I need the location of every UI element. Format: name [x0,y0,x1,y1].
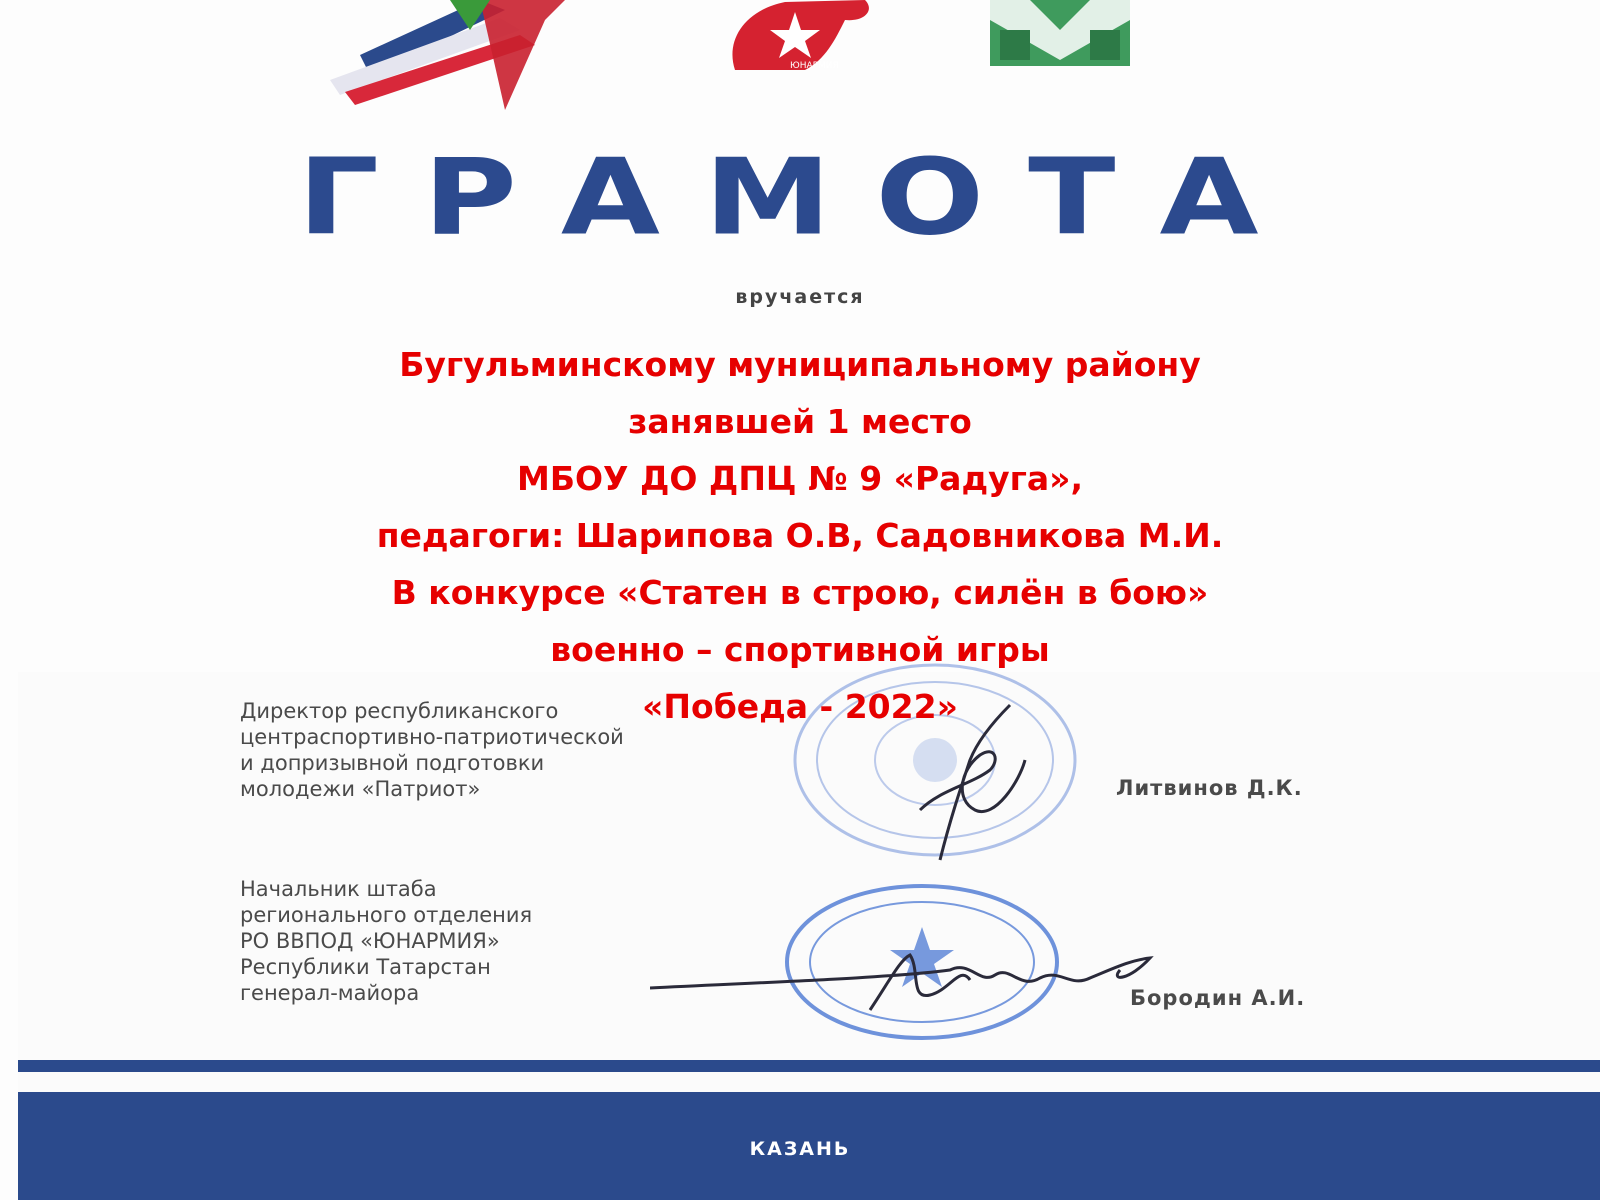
award-line: МБОУ ДО ДПЦ № 9 «Радуга», [517,459,1083,498]
signatory-title-line: молодежи «Патриот» [240,777,481,801]
signatory-title-line: регионального отделения [240,903,533,927]
signer-name: Бородин А.И. [1130,986,1306,1010]
svg-text:ЮНАРМИЯ: ЮНАРМИЯ [790,61,839,71]
eagle-star-logo-icon [715,0,875,72]
footer-divider [18,1060,1600,1072]
certificate-subtitle: вручается [735,286,865,308]
award-line: В конкурсе «Статен в строю, силён в бою» [391,573,1209,612]
signatory-title-block [240,876,800,1006]
award-line: «Победа - 2022» [642,687,958,726]
certificate-title: ГРАМОТА [297,136,1303,259]
signatory-title-line: Начальник штаба [240,877,437,901]
award-line: педагоги: Шарипова О.В, Садовникова М.И. [376,516,1224,555]
footer-city: КАЗАНЬ [749,1138,851,1160]
signer-name: Литвинов Д.К. [1116,776,1303,800]
m-logo-icon [990,0,1130,66]
signatory-title-line: Директор республиканского [240,699,559,723]
signatory-title-line: генерал-майора [240,981,420,1005]
signatory-title-line: Республики Татарстан [240,955,491,979]
signatory-title-line: и допризывной подготовки [240,751,545,775]
signatory-title-line: РО ВВПОД «ЮНАРМИЯ» [240,929,500,953]
award-line: занявшей 1 место [628,402,972,441]
signatory-title-line: центраспортивно-патриотической [240,725,624,749]
award-line: военно – спортивной игры [550,630,1050,669]
award-line: Бугульминскому муниципальному району [399,345,1201,384]
award-text [200,336,1400,735]
star-logo-icon [330,0,590,110]
